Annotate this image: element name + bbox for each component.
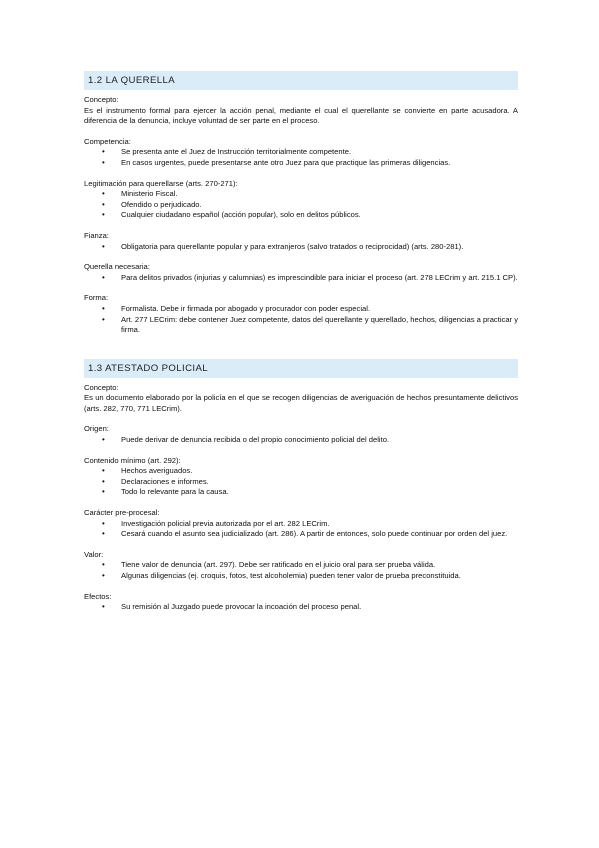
section-2 <box>84 359 518 613</box>
bullet-item: • Cesará cuando el asunto sea judicializado (art. 286). A partir de entonces, solo puede continuar por orden del juez. <box>84 529 518 540</box>
bullet-item: • Tiene valor de denuncia (art. 297). Debe ser ratificado en el juicio oral para ser prueba válida. <box>84 560 518 571</box>
section-heading: 1.3 ATESTADO POLICIAL <box>84 359 518 378</box>
content-block <box>84 262 518 283</box>
bullet-list <box>84 304 518 336</box>
bullet-item: • Hechos averiguados. <box>84 466 518 477</box>
content-block <box>84 424 518 445</box>
content-block <box>84 592 518 613</box>
bullet-item: • Obligatoria para querellante popular y para extranjeros (salvo tratados o reciprocidad) (arts. 280-281). <box>84 242 518 253</box>
block-paragraph: Es un documento elaborado por la policía en el que se recogen diligencias de averiguación de hechos presuntamente delictivos (arts. 282, 770, 771 LECrim). <box>84 393 518 413</box>
bullet-item: • En casos urgentes, puede presentarse ante otro Juez para que practique las primeras diligencias. <box>84 158 518 169</box>
block-label: Competencia: <box>84 136 131 146</box>
bullet-item: • Algunas diligencias (ej. croquis, fotos, test alcoholemia) pueden tener valor de prueba preconstituida. <box>84 571 518 582</box>
bullet-list <box>84 147 518 168</box>
bullet-list <box>84 242 518 253</box>
content-block <box>84 456 518 498</box>
bullet-list <box>84 189 518 221</box>
block-label: Legitimación para querellarse (arts. 270-271): <box>84 178 238 188</box>
bullet-item: • Ofendido o perjudicado. <box>84 200 518 211</box>
bullet-item: • Investigación policial previa autorizada por el art. 282 LECrim. <box>84 519 518 530</box>
bullet-list <box>84 466 518 498</box>
bullet-item: • Para delitos privados (injurias y calumnias) es imprescindible para iniciar el proceso (art. 278 LECrim y art. 215.1 CP). <box>84 273 518 284</box>
block-label: Fianza: <box>84 230 109 240</box>
bullet-item: • Ministerio Fiscal. <box>84 189 518 200</box>
bullet-item: • Art. 277 LECrim: debe contener Juez competente, datos del querellante y querellado, hechos, diligencias a practicar y firma. <box>84 315 518 336</box>
block-label: Valor: <box>84 549 104 559</box>
block-label: Querella necesaria: <box>84 262 150 272</box>
section-spacer <box>84 346 518 359</box>
bullet-item: • Puede derivar de denuncia recibida o del propio conocimiento policial del delito. <box>84 435 518 446</box>
block-label: Concepto: <box>84 382 119 392</box>
block-label: Carácter pre-procesal: <box>84 508 160 518</box>
block-label: Efectos: <box>84 591 112 601</box>
section-1 <box>84 71 518 336</box>
block-label: Concepto: <box>84 95 119 104</box>
bullet-item: • Todo lo relevante para la causa. <box>84 487 518 498</box>
bullet-list <box>84 519 518 540</box>
bullet-list <box>84 273 518 284</box>
bullet-item: • Cualquier ciudadano español (acción popular), solo en delitos públicos. <box>84 210 518 221</box>
content-block <box>84 137 518 169</box>
bullet-list <box>84 560 518 581</box>
block-label: Origen: <box>84 424 109 434</box>
bullet-list <box>84 602 518 613</box>
bullet-item: • Se presenta ante el Juez de Instrucción territorialmente competente. <box>84 147 518 158</box>
document-content <box>84 71 518 623</box>
bullet-list <box>84 435 518 446</box>
block-paragraph: Es el instrumento formal para ejercer la acción penal, mediante el cual el querellante se convierte en parte acusadora. A diferencia de la denuncia, incluye voluntad de ser parte en el proceso. <box>84 105 518 126</box>
section-heading: 1.2 LA QUERELLA <box>84 71 518 90</box>
content-block <box>84 179 518 221</box>
content-block <box>84 231 518 252</box>
content-block <box>84 508 518 540</box>
content-block <box>84 293 518 335</box>
bullet-item: • Su remisión al Juzgado puede provocar la incoación del proceso penal. <box>84 602 518 613</box>
content-block <box>84 550 518 582</box>
block-label: Forma: <box>84 293 109 303</box>
content-block <box>84 383 518 415</box>
block-label: Contenido mínimo (art. 292): <box>84 455 181 465</box>
bullet-item: • Formalista. Debe ir firmada por abogado y procurador con poder especial. <box>84 304 518 315</box>
bullet-item: • Declaraciones e informes. <box>84 477 518 488</box>
content-block <box>84 95 518 127</box>
